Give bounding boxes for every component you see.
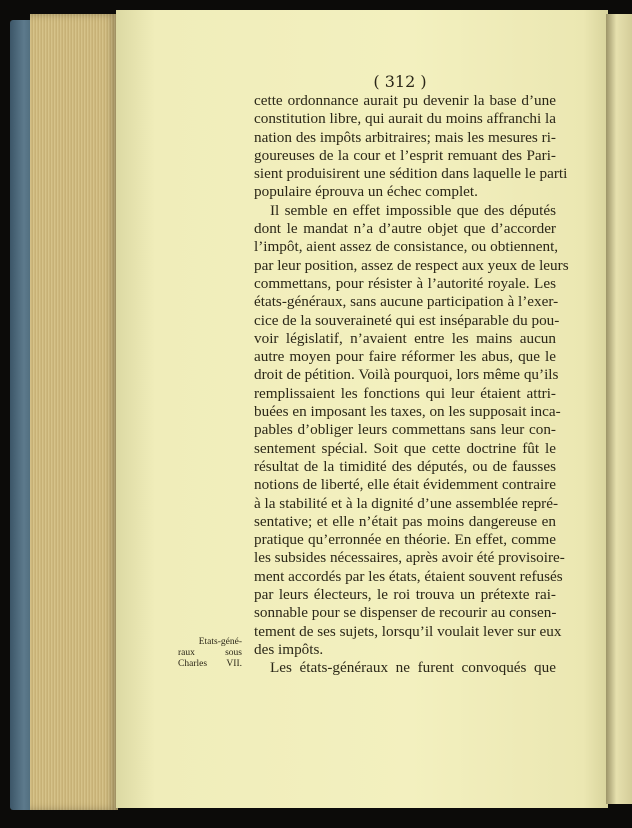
text-line: Il semble en effet impossible que des députés — [270, 201, 556, 219]
text-line: cette ordonnance aurait pu devenir la base d’une — [254, 92, 556, 109]
text-line: sient produisirent une sédition dans laquelle le parti — [254, 165, 568, 183]
text-line: états-généraux, sans aucune participation à l’exer- — [254, 293, 559, 311]
text-line: autre moyen pour faire réformer les abus, que le — [254, 348, 556, 366]
text-line: les subsides nécessaires, après avoir été provisoire- — [254, 549, 565, 567]
text-line: l’impôt, aient assez de consistance, ou obtiennent, — [254, 238, 559, 256]
text-line: pratique qu’erronnée en théorie. En effet, comme — [254, 531, 556, 549]
page-number: ( 312 ) — [373, 72, 427, 91]
text-line: buées en imposant les taxes, on les supposait inca- — [254, 403, 561, 421]
text-line: goureuses de la cour et l’esprit remuant des Pari- — [254, 146, 556, 164]
text-line: droit de pétition. Voilà pourquoi, lors même qu’ils — [254, 366, 559, 384]
text-line: nation des impôts arbitraires; mais les mesures ri- — [254, 128, 556, 146]
text-line: remplissaient les fonctions qui leur étaient attri- — [254, 384, 556, 402]
text-line: des impôts. — [254, 640, 324, 658]
margin-note-line: Etats-géné- — [198, 637, 242, 647]
text-line: commettans, pour résister à l’autorité royale. Les — [254, 274, 556, 292]
text-line: à la stabilité et à la dignité d’une assemblée repré- — [254, 494, 559, 512]
text-line: sentative; et elle n’était pas moins dangereuse en — [254, 512, 556, 530]
margin-note — [178, 637, 242, 670]
text-line: dont le mandat n’a d’autre objet que d’accorder — [254, 220, 556, 238]
text-line: tement de ses sujets, lorsqu’il voulait lever sur eux — [254, 622, 562, 640]
facing-page-edge — [606, 14, 632, 804]
text-line: ment accordés par les états, étaient souvent refusés — [254, 567, 563, 585]
text-line: populaire éprouva un échec complet. — [254, 183, 478, 201]
margin-note-line: Charles VII. — [178, 659, 242, 669]
text-line: constitution libre, qui aurait du moins affranchi la — [254, 110, 556, 128]
body-text — [254, 92, 569, 678]
text-line: résultat de la timidité des députés, ou de fausses — [254, 457, 556, 475]
margin-note-line: raux sous — [178, 648, 242, 658]
text-line: par leur position, assez de respect aux yeux de leurs — [254, 256, 569, 274]
text-line: sentement spécial. Soit que cette doctrine fût le — [254, 439, 556, 457]
text-line: notions de liberté, elle était évidemment contraire — [254, 476, 556, 494]
text-line: sonnable pour se dispenser de recourir au consen- — [254, 604, 557, 622]
text-line: voir législatif, n’avaient entre les mains aucun — [254, 329, 556, 347]
page-stack-edge — [30, 14, 118, 810]
text-line: Les états-généraux ne furent convoqués que — [270, 659, 556, 677]
text-line: pables d’obliger leurs commettans sans leur con- — [254, 421, 556, 439]
text-line: par leurs électeurs, le roi trouva un prétexte rai- — [254, 586, 556, 604]
text-line: cice de la souveraineté qui est inséparable du pou- — [254, 311, 560, 329]
